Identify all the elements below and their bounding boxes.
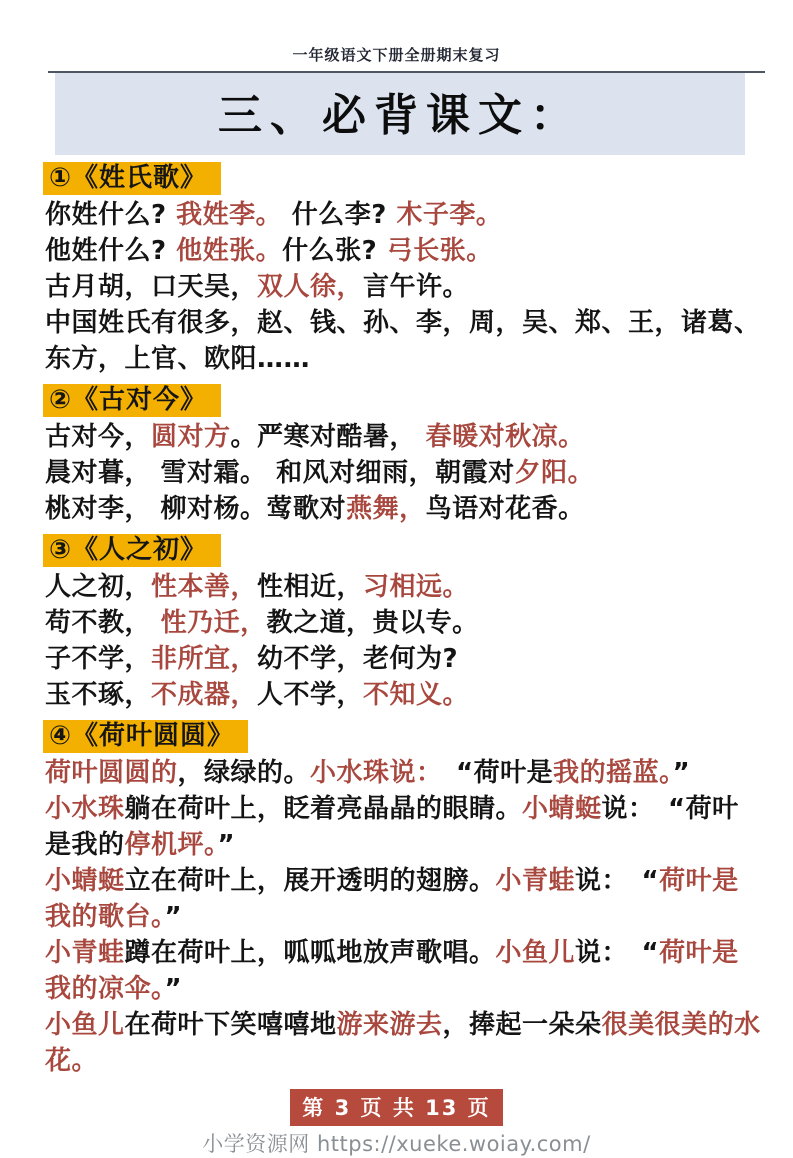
text-run: “荷叶是 (429, 758, 554, 788)
text-run: 双人徐， (257, 272, 364, 302)
text-run: 苟不教， (45, 608, 161, 638)
text-run: 人不学， (257, 680, 364, 710)
text-run: 燕舞， (346, 494, 426, 524)
text-run: 幼不学，老何为? (257, 644, 459, 674)
text-paragraph (45, 677, 763, 713)
text-run: 说： “ (575, 938, 660, 968)
text-run: 桃对李， 柳对杨。莺歌对 (45, 494, 347, 524)
text-run: 鸟语对花香。 (425, 494, 585, 524)
text-run: 荷叶圆圆的 (45, 758, 178, 788)
text-run: 立在荷叶上，展开透明的翅膀。 (124, 866, 496, 896)
text-run: ” (164, 902, 183, 932)
text-paragraph (45, 569, 763, 605)
text-run: 小青蛙 (45, 938, 125, 968)
text-run: 玉不琢， (45, 680, 152, 710)
text-run: 不成器， (151, 680, 258, 710)
text-paragraph (45, 863, 763, 935)
text-run: 教之道，贵以专。 (266, 608, 479, 638)
text-paragraph (45, 197, 763, 233)
text-run: ” (217, 830, 236, 860)
section-heading-row (43, 162, 793, 195)
text-paragraph (45, 269, 763, 305)
text-run: 非所宜， (151, 644, 258, 674)
text-run: 躺在荷叶上，眨着亮晶晶的眼睛。 (124, 794, 523, 824)
text-paragraph (45, 935, 763, 1007)
text-run: 他姓张。 (176, 236, 283, 266)
section-heading-row (43, 534, 793, 567)
text-run: ” (672, 758, 691, 788)
text-run: 圆对方 (151, 422, 231, 452)
section-heading: ④《荷叶圆圆》 (43, 720, 248, 753)
text-run: 木子李。 (396, 200, 503, 230)
site-link[interactable]: 小学资源网 https://xueke.woiay.com/ (202, 1132, 591, 1156)
text-paragraph (45, 791, 763, 863)
text-run: 性本善， (151, 572, 258, 602)
text-run: 。严寒对酷暑， (230, 422, 426, 452)
text-run: 子不学， (45, 644, 152, 674)
text-run: ，捧起一朵朵 (442, 1010, 602, 1040)
text-run: 我姓李。 (176, 200, 283, 230)
text-paragraph (45, 491, 763, 527)
text-run: 你姓什么? (45, 200, 177, 230)
text-run: 小青蛙 (495, 866, 576, 896)
page-title: 三、必背课文： (218, 90, 582, 141)
text-run: 荷叶是我的凉伞。 (45, 938, 739, 1004)
text-run: 小蜻蜓 (522, 794, 602, 824)
text-paragraph (45, 605, 763, 641)
text-run: 什么李? (282, 200, 397, 230)
text-run: 在荷叶下笑嘻嘻地 (124, 1010, 337, 1040)
page-number-badge: 第 3 页 共 13 页 (290, 1089, 502, 1126)
text-paragraph (45, 233, 763, 269)
text-run: 什么张? (282, 236, 387, 266)
text-run: 荷叶是我的歌台。 (45, 866, 739, 932)
text-run: 夕阳。 (514, 458, 595, 488)
text-run: 性乃迁， (160, 608, 267, 638)
text-run: 小水珠说： (310, 758, 430, 788)
text-run: 停机坪。 (124, 830, 218, 860)
text-run: 我的摇蓝。 (553, 758, 673, 788)
text-run: 弓长张。 (386, 236, 493, 266)
text-run: 人之初， (45, 572, 152, 602)
text-run: 游来游去 (336, 1010, 443, 1040)
sections-container (0, 162, 793, 1079)
text-run: 性相近， (257, 572, 364, 602)
text-run: ，绿绿的。 (177, 758, 311, 788)
text-run: 古对今， (45, 422, 152, 452)
text-run: 说： “ (575, 866, 660, 896)
text-paragraph (45, 641, 763, 677)
text-paragraph (45, 305, 763, 377)
page-footer (0, 1089, 793, 1158)
text-run: 小蜻蜓 (45, 866, 125, 896)
section-heading-row (43, 720, 793, 753)
doc-header: 一年级语文下册全册期末复习 (292, 46, 501, 64)
text-run: 言午许。 (363, 272, 470, 302)
text-run: 小水珠 (45, 794, 125, 824)
text-run: 蹲在荷叶上，呱呱地放声歌唱。 (124, 938, 496, 968)
text-paragraph (45, 755, 763, 791)
text-run: 中国姓氏有很多，赵、钱、孙、李，周，吴、郑、王，诸葛、东方，上官、欧阳…… (45, 308, 761, 374)
text-run: 春暖对秋凉。 (425, 422, 585, 452)
section-heading: ①《姓氏歌》 (43, 162, 221, 195)
text-run: 他姓什么? (45, 236, 177, 266)
text-run: ” (164, 974, 183, 1004)
text-run: 习相远。 (363, 572, 470, 602)
section-heading: ②《古对今》 (43, 384, 221, 417)
text-paragraph (45, 1007, 763, 1079)
text-run: 不知义。 (363, 680, 470, 710)
text-run: 很美很美的水花。 (45, 1010, 761, 1076)
text-paragraph (45, 419, 763, 455)
text-run: 小鱼儿 (45, 1010, 125, 1040)
section-heading: ③《人之初》 (43, 534, 221, 567)
text-run: 说： “荷叶是我的 (45, 794, 739, 860)
text-run: 晨对暮， 雪对霜。 和风对细雨，朝霞对 (45, 458, 515, 488)
text-paragraph (45, 455, 763, 491)
text-run: 小鱼儿 (495, 938, 576, 968)
title-banner (55, 73, 745, 155)
text-run: 古月胡，口天吴， (45, 272, 258, 302)
section-heading-row (43, 384, 793, 417)
